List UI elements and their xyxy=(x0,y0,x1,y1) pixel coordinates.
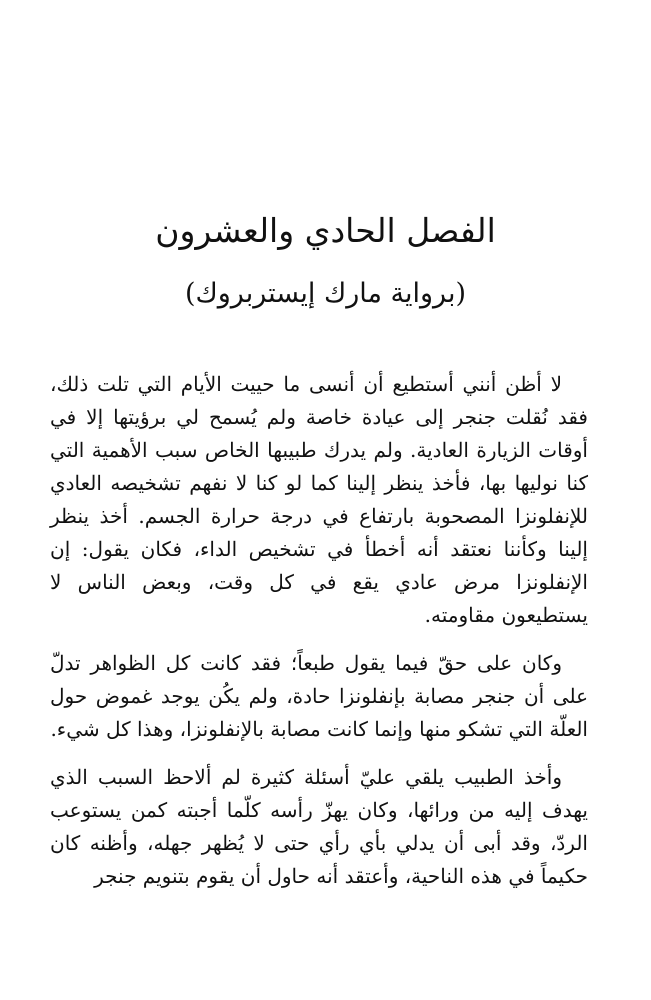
paragraph-3: وأخذ الطبيب يلقي عليّ أسئلة كثيرة لم ألاحظ السبب الذي يهدف إليه من ورائها، وكان يهزّ رأسه كلّما أجبته كمن يستوعب الردّ، وقد أبى أن يدلي بأي رأي حتى لا يُظهر جهله، وأظنه كان حكيماً في هذه الناحية، وأعتقد أنه حاول أن يقوم بتنويم جنجر xyxy=(50,765,588,888)
paragraph-1: لا أظن أنني أستطيع أن أنسى ما حييت الأيام التي تلت ذلك، فقد نُقلت جنجر إلى عيادة خاصة ولم يُسمح لي برؤيتها إلا في أوقات الزيارة العادية. ولم يدرك طبيبها الخاص سبب الأهمية التي كنا نوليها بها، فأخذ ينظر إلينا كما لو كنا لا نفهم تشخيصه العادي للإنفلونزا المصحوبة بارتفاع في درجة حرارة الجسم. أخذ ينظر إلينا وكأننا نعتقد أنه أخطأ في تشخيص الداء، فكان يقول: إن الإنفلونزا مرض عادي يقع في كل وقت، وبعض الناس لا يستطيعون مقاومته. xyxy=(50,372,588,627)
chapter-title: الفصل الحادي والعشرون xyxy=(155,211,496,250)
chapter-body xyxy=(50,368,588,908)
paragraph-2: وكان على حقّ فيما يقول طبعاً؛ فقد كانت كل الظواهر تدلّ على أن جنجر مصابة بإنفلونزا حادة، ولم يكُن يوجد غموض حول العلّة التي تشكو منها وإنما كانت مصابة بالإنفلونزا، وهذا كل شيء. xyxy=(50,651,588,741)
chapter-subtitle: (برواية مارك إيستربروك) xyxy=(184,278,466,309)
